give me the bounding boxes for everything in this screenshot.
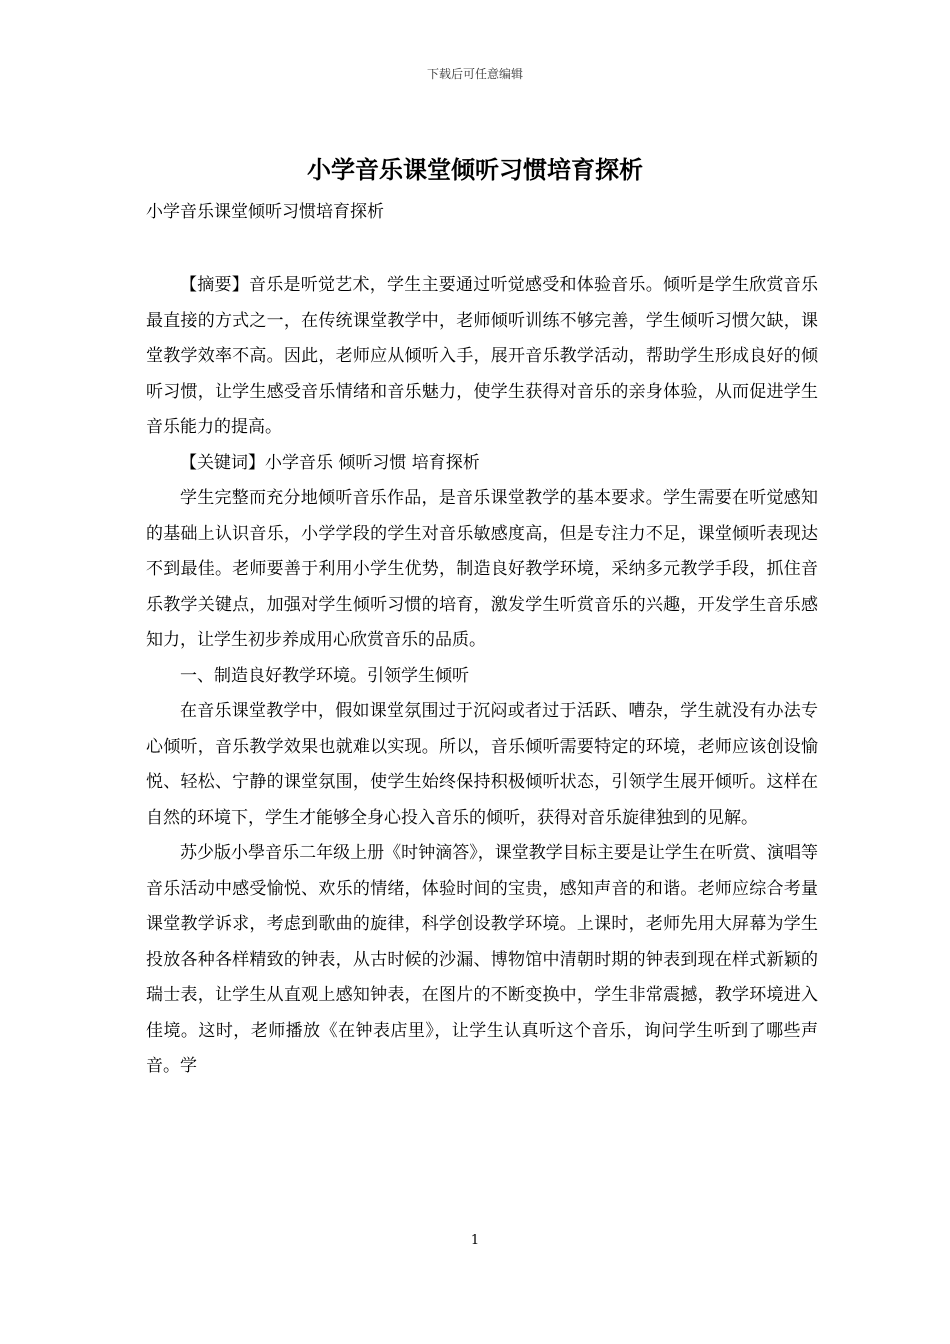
- keywords-paragraph: 【关键词】小学音乐 倾听习惯 培育探析: [180, 452, 480, 473]
- header-note: 下载后可任意编辑: [426, 67, 523, 81]
- body-paragraph: 在音乐课堂教学中，假如课堂氛围过于沉闷或者过于活跃、嘈杂，学生就没有办法专心倾听，音乐教学效果也就难以实现。所以，音乐倾听需要特定的环境，老师应该创设愉悦、轻松、宁静的课堂氛围，使学生始终保持积极倾听状态，引领学生展开倾听。这样在自然的环境下，学生才能够全身心投入音乐的倾听，获得对音乐旋律独到的见解。: [146, 701, 818, 828]
- abstract-paragraph: 【摘要】音乐是听觉艺术，学生主要通过听觉感受和体验音乐。倾听是学生欣赏音乐最直接的方式之一，在传统课堂教学中，老师倾听训练不够完善，学生倾听习惯欠缺，课堂教学效率不高。因此，老师应从倾听入手，展开音乐教学活动，帮助学生形成良好的倾听习惯，让学生感受音乐情绪和音乐魅力，使学生获得对音乐的亲身体验，从而促进学生音乐能力的提高。: [146, 275, 818, 437]
- intro-paragraph: 学生完整而充分地倾听音乐作品，是音乐课堂教学的基本要求。学生需要在听觉感知的基础上认识音乐，小学学段的学生对音乐敏感度高，但是专注力不足，课堂倾听表现达不到最佳。老师要善于利用小学生优势，制造良好教学环境，采纳多元教学手段，抓住音乐教学关键点，加强对学生倾听习惯的培育，激发学生听赏音乐的兴趣，开发学生音乐感知力，让学生初步养成用心欣赏音乐的品质。: [146, 488, 818, 650]
- body-paragraph: 苏少版小學音乐二年级上册《时钟滴答》，课堂教学目标主要是让学生在听赏、演唱等音乐活动中感受愉悦、欢乐的情绪，体验时间的宝贵，感知声音的和谐。老师应综合考量课堂教学诉求，考虑到歌曲的旋律，科学创设教学环境。上课时，老师先用大屏幕为学生投放各种各样精致的钟表，从古时候的沙漏、博物馆中清朝时期的钟表到现在样式新颖的瑞士表，让学生从直观上感知钟表，在图片的不断变换中，学生非常震撼，教学环境进入佳境。这时，老师播放《在钟表店里》，让学生认真听这个音乐，询问学生听到了哪些声音。学: [146, 843, 818, 1076]
- document-body: [146, 268, 818, 1085]
- section-heading-1: 一、制造良好教学环境。引领学生倾听: [180, 665, 469, 686]
- document-title: 小学音乐课堂倾听习惯培育探析: [307, 155, 643, 184]
- page-number: 1: [470, 1233, 480, 1248]
- document-subtitle: 小学音乐课堂倾听习惯培育探析: [146, 202, 384, 222]
